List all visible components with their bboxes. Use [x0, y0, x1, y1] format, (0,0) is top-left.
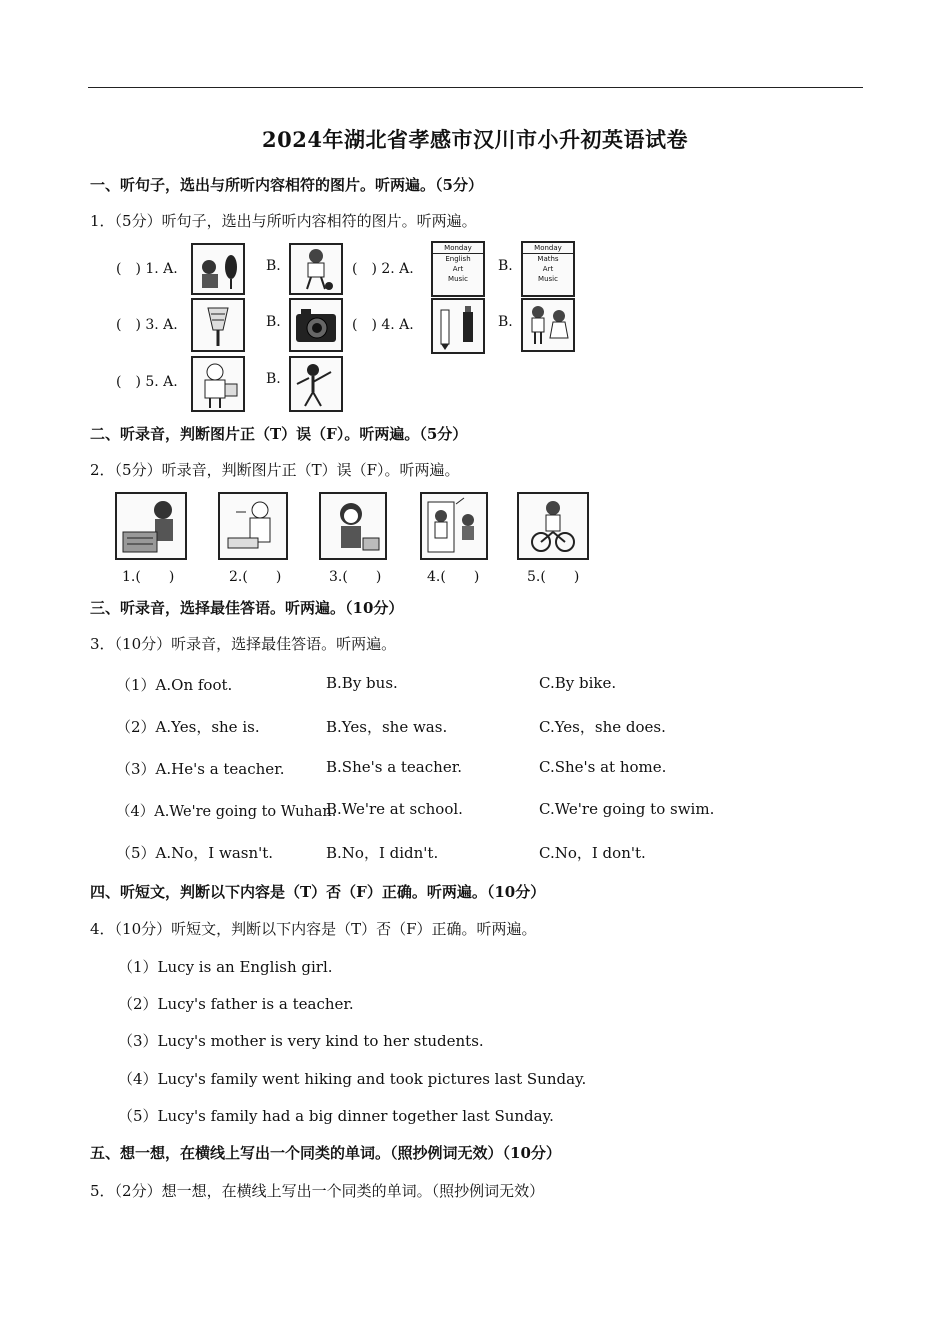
- q1-5b-image: [289, 356, 343, 412]
- q3-2-option-b: B.Yes，she was.: [326, 718, 448, 736]
- q1-item-2-label: ( ) 2. A.: [352, 261, 414, 277]
- question-1-prompt: 1．（5分）听句子，选出与所听内容相符的图片。听两遍。: [90, 212, 477, 230]
- schedule-b-day: Monday: [523, 243, 573, 254]
- section-2-heading: 二、听录音，判断图片正（T）误（F）。听两遍。（5分）: [90, 425, 468, 443]
- q4-statement-1: （1）Lucy is an English girl.: [118, 958, 333, 976]
- q2-picture-2: [218, 492, 288, 560]
- header-rule: [88, 87, 863, 88]
- page-title: 2024年湖北省孝感市汉川市小升初英语试卷: [262, 127, 688, 152]
- question-3-prompt: 3．（10分）听录音，选择最佳答语。听两遍。: [90, 635, 397, 653]
- q2-caption-2: 2.( ): [229, 569, 282, 585]
- q1-item-3-label: ( ) 3. A.: [116, 317, 178, 333]
- q1-5a-image: [191, 356, 245, 412]
- question-5-prompt: 5．（2分）想一想，在横线上写出一个同类的单词。（照抄例词无效）: [90, 1182, 545, 1200]
- q1-item-2-b-label: B.: [498, 258, 513, 274]
- q3-3-option-a: （3）A.He's a teacher.: [116, 760, 285, 778]
- q1-2b-schedule: [521, 241, 575, 297]
- q4-statement-2: （2）Lucy's father is a teacher.: [118, 995, 354, 1013]
- q3-3-option-c: C.She's at home.: [539, 758, 667, 776]
- schedule-b-subject-1: Maths: [537, 255, 559, 263]
- q2-picture-3: [319, 492, 387, 560]
- q1-item-5-b-label: B.: [266, 371, 281, 387]
- schedule-a-subject-3: Music: [448, 275, 468, 283]
- q3-5-option-a: （5）A.No，I wasn't.: [116, 844, 274, 862]
- q1-item-4-b-label: B.: [498, 314, 513, 330]
- q1-item-4-label: ( ) 4. A.: [352, 317, 414, 333]
- q1-2a-schedule: [431, 241, 485, 297]
- q4-statement-5: （5）Lucy's family had a big dinner together last Sunday.: [118, 1107, 554, 1125]
- q2-picture-4: [420, 492, 488, 560]
- q3-4-option-a: （4）A.We're going to Wuhan.: [116, 804, 337, 820]
- q1-4a-image: [431, 298, 485, 354]
- q4-statement-3: （3）Lucy's mother is very kind to her students.: [118, 1032, 484, 1050]
- q1-item-5-label: ( ) 5. A.: [116, 374, 178, 390]
- q2-picture-5: [517, 492, 589, 560]
- schedule-b-subject-3: Music: [538, 275, 558, 283]
- schedule-b-subject-2: Art: [542, 265, 554, 273]
- q3-2-option-c: C.Yes，she does.: [539, 718, 666, 736]
- q3-1-option-b: B.By bus.: [326, 674, 398, 692]
- question-2-prompt: 2．（5分）听录音，判断图片正（T）误（F）。听两遍。: [90, 461, 460, 479]
- q2-caption-3: 3.( ): [329, 569, 382, 585]
- q1-1a-image: [191, 243, 245, 295]
- q2-caption-1: 1.( ): [122, 569, 175, 585]
- schedule-a-subject-1: English: [445, 255, 471, 263]
- q3-4-option-c: C.We're going to swim.: [539, 800, 715, 818]
- q3-1-option-a: （1）A.On foot.: [116, 676, 233, 694]
- q3-5-option-c: C.No，I don't.: [539, 844, 646, 862]
- schedule-a-day: Monday: [433, 243, 483, 254]
- section-5-heading: 五、想一想，在横线上写出一个同类的单词。（照抄例词无效）（10分）: [90, 1144, 561, 1162]
- question-4-prompt: 4．（10分）听短文，判断以下内容是（T）否（F）正确。听两遍。: [90, 920, 537, 938]
- q2-caption-5: 5.( ): [527, 569, 580, 585]
- q3-5-option-b: B.No，I didn't.: [326, 844, 439, 862]
- q1-item-1-label: ( ) 1. A.: [116, 261, 178, 277]
- schedule-a-subject-2: Art: [452, 265, 464, 273]
- q3-2-option-a: （2）A.Yes，she is.: [116, 718, 260, 736]
- q1-item-3-b-label: B.: [266, 314, 281, 330]
- section-1-heading: 一、听句子，选出与所听内容相符的图片。听两遍。（5分）: [90, 176, 483, 194]
- q4-statement-4: （4）Lucy's family went hiking and took pictures last Sunday.: [118, 1070, 587, 1088]
- q1-item-1-b-label: B.: [266, 258, 281, 274]
- q3-1-option-c: C.By bike.: [539, 674, 617, 692]
- q1-1b-image: [289, 243, 343, 295]
- q3-3-option-b: B.She's a teacher.: [326, 758, 462, 776]
- section-4-heading: 四、听短文，判断以下内容是（T）否（F）正确。听两遍。（10分）: [90, 883, 546, 901]
- q1-3b-camera: [289, 298, 343, 352]
- section-3-heading: 三、听录音，选择最佳答语。听两遍。（10分）: [90, 599, 404, 617]
- q1-3a-image: [191, 298, 245, 352]
- q2-picture-1: [115, 492, 187, 560]
- q3-4-option-b: B.We're at school.: [326, 800, 463, 818]
- q2-caption-4: 4.( ): [427, 569, 480, 585]
- q1-4b-image: [521, 298, 575, 352]
